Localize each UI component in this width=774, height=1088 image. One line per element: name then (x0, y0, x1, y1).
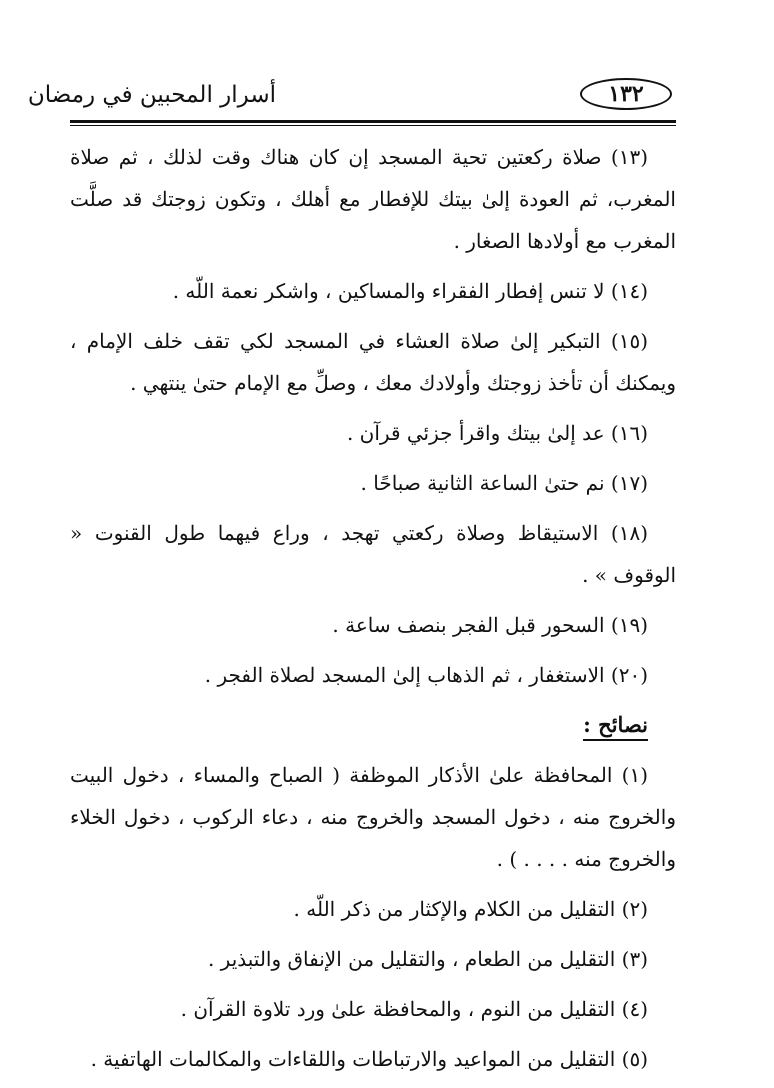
paragraph-18: (١٨) الاستيقاظ وصلاة ركعتي تهجد ، وراع فيهما طول القنوت « الوقوف » . (70, 521, 676, 587)
advice-4: (٤) التقليل من النوم ، والمحافظة علىٰ ورد تلاوة القرآن . (180, 997, 648, 1021)
running-title: أسرار المحبين في رمضان (27, 82, 276, 108)
paragraph-17: (١٧) نم حتىٰ الساعة الثانية صباحًا . (360, 471, 648, 495)
paragraph-16: (١٦) عد إلىٰ بيتك واقرأ جزئي قرآن . (346, 421, 648, 445)
section-heading-text: نصائح : (583, 712, 648, 741)
paragraph-19: (١٩) السحور قبل الفجر بنصف ساعة . (332, 613, 648, 637)
page-number: ١٣٢ (580, 78, 672, 110)
paragraph-15: (١٥) التبكير إلىٰ صلاة العشاء في المسجد لكي تقف خلف الإمام ، ويمكنك أن تأخذ زوجتك وأولادك معك ، وصلِّ مع الإمام حتىٰ ينتهي . (70, 329, 676, 395)
main-text (70, 136, 676, 1088)
paragraph-13: (١٣) صلاة ركعتين تحية المسجد إن كان هناك وقت لذلك ، ثم صلاة المغرب، ثم العودة إلىٰ بيتك للإفطار مع أهلك ، وتكون زوجتك قد صلَّت المغرب مع أولادها الصغار . (70, 145, 676, 253)
advice-3: (٣) التقليل من الطعام ، والتقليل من الإنفاق والتبذير . (207, 947, 648, 971)
advice-5: (٥) التقليل من المواعيد والارتباطات واللقاءات والمكالمات الهاتفية . (90, 1047, 648, 1071)
section-heading-advice (70, 704, 676, 746)
advice-1: (١) المحافظة علىٰ الأذكار الموظفة ( الصباح والمساء ، دخول البيت والخروج منه ، دخول المسجد والخروج منه ، دعاء الركوب ، دخول الخلاء والخروج منه . . . . ) . (70, 763, 676, 871)
paragraph-14: (١٤) لا تنس إفطار الفقراء والمساكين ، واشكر نعمة اللّه . (172, 279, 648, 303)
paragraph-20: (٢٠) الاستغفار ، ثم الذهاب إلىٰ المسجد لصلاة الفجر . (204, 663, 648, 687)
header-rule-thin (70, 125, 676, 126)
header-rule-thick (70, 120, 676, 123)
page-header (27, 72, 676, 118)
advice-2: (٢) التقليل من الكلام والإكثار من ذكر اللّه . (293, 897, 648, 921)
